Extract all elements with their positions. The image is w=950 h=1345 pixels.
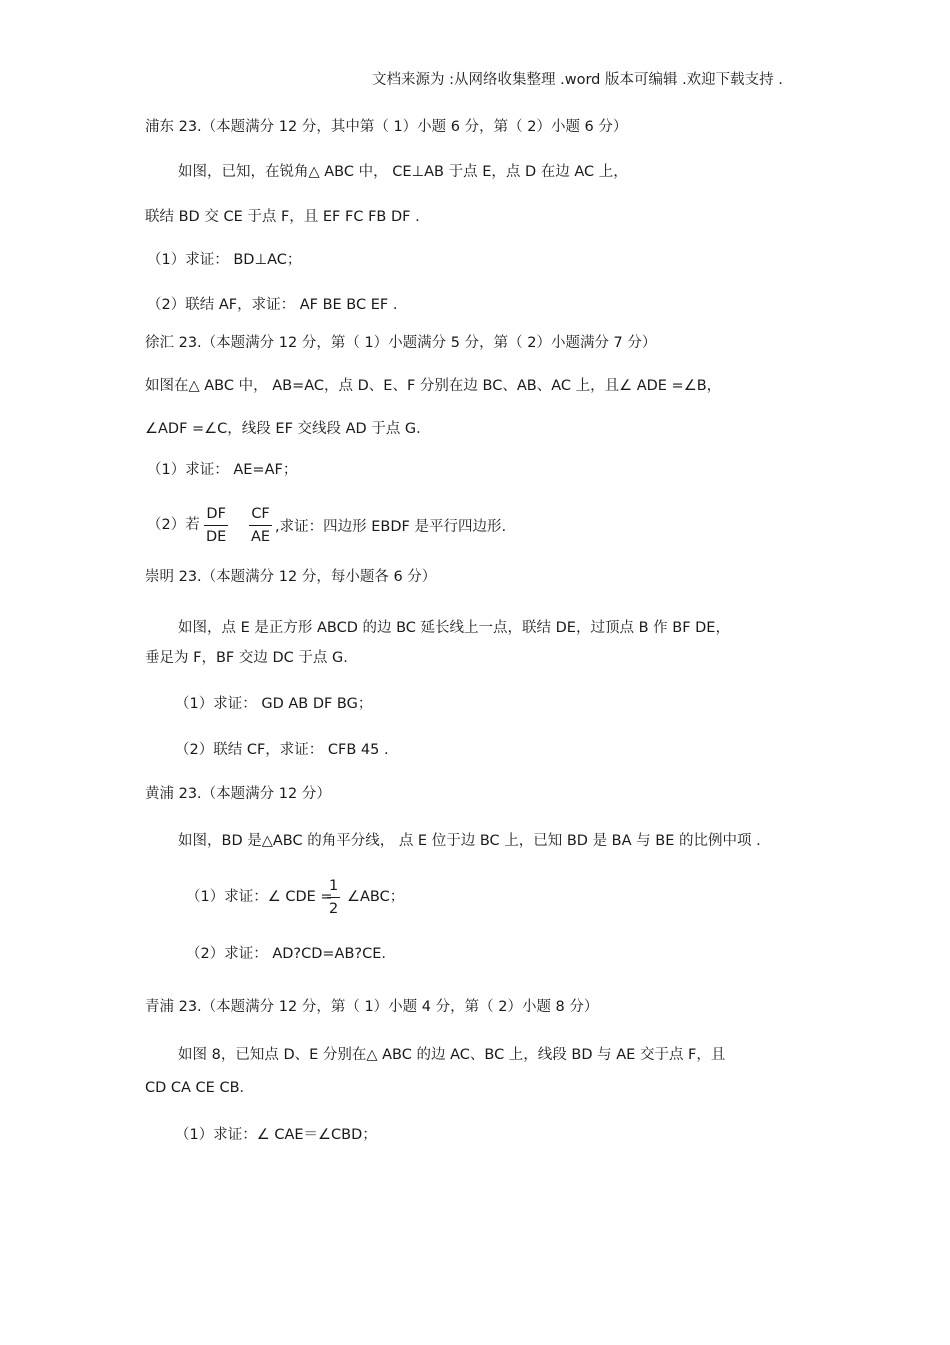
huangpu-fraction	[327, 877, 340, 918]
huangpu-fraction-denominator: 2	[327, 897, 340, 918]
xuhui-fraction-2	[249, 505, 272, 546]
xuhui-title: 徐汇 23.（本题满分 12 分，第（ 1）小题满分 5 分，第（ 2）小题满分 7 分）	[145, 335, 657, 351]
pudong-line1: 如图，已知，在锐角△ ABC 中， CE⊥AB 于点 E，点 D 在边 AC 上，	[178, 164, 628, 180]
page-header: 文档来源为 :从网络收集整理 .word 版本可编辑 .欢迎下载支持 .	[372, 72, 783, 88]
chongming-q2: （2）联结 CF，求证： CFB 45 .	[175, 742, 389, 758]
xuhui-fraction-1	[204, 505, 228, 546]
xuhui-fraction-1-numerator: DF	[206, 506, 226, 522]
chongming-line2: 垂足为 F，BF 交边 DC 于点 G.	[145, 650, 348, 666]
huangpu-q2: （2）求证： AD?CD=AB?CE.	[186, 946, 387, 962]
pudong-q2: （2）联结 AF，求证： AF BE BC EF .	[147, 297, 398, 313]
qingpu-line2: CD CA CE CB．	[145, 1080, 255, 1096]
xuhui-q2-suffix: ,求证：四边形 EBDF 是平行四边形.	[275, 519, 507, 535]
xuhui-fraction-1-denominator: DE	[204, 525, 228, 546]
chongming-line1: 如图，点 E 是正方形 ABCD 的边 BC 延长线上一点，联结 DE，过顶点 B 作 BF DE，	[178, 620, 730, 636]
xuhui-fraction-2-denominator: AE	[249, 525, 272, 546]
xuhui-q1: （1）求证： AE=AF；	[147, 462, 298, 478]
huangpu-title: 黄浦 23.（本题满分 12 分）	[145, 786, 331, 802]
qingpu-line1: 如图 8，已知点 D、E 分别在△ ABC 的边 AC、BC 上，线段 BD 与 AE 交于点 F，且	[178, 1047, 726, 1063]
xuhui-line2: ∠ADF =∠C，线段 EF 交线段 AD 于点 G．	[145, 421, 431, 437]
qingpu-title: 青浦 23.（本题满分 12 分，第（ 1）小题 4 分，第（ 2）小题 8 分）	[145, 999, 599, 1015]
huangpu-line1: 如图，BD 是△ABC 的角平分线， 点 E 位于边 BC 上，已知 BD 是 BA 与 BE 的比例中项 .	[178, 833, 761, 849]
huangpu-fraction-numerator: 1	[329, 878, 339, 894]
huangpu-q1-suffix: ∠ABC；	[347, 889, 405, 905]
huangpu-q1-prefix: （1）求证：∠ CDE =	[186, 889, 333, 905]
xuhui-q2-prefix: （2）若	[147, 517, 200, 533]
xuhui-line1: 如图在△ ABC 中， AB=AC，点 D、E、F 分别在边 BC、AB、AC 上，且∠ ADE =∠B，	[145, 378, 722, 394]
pudong-q1: （1）求证： BD⊥AC；	[147, 252, 302, 268]
pudong-line2: 联结 BD 交 CE 于点 F，且 EF FC FB DF .	[145, 209, 420, 225]
xuhui-fraction-2-numerator: CF	[251, 506, 270, 522]
pudong-title: 浦东 23.（本题满分 12 分，其中第（ 1）小题 6 分，第（ 2）小题 6 分）	[145, 119, 628, 135]
qingpu-q1: （1）求证：∠ CAE＝∠CBD；	[175, 1127, 377, 1143]
chongming-title: 崇明 23.（本题满分 12 分，每小题各 6 分）	[145, 569, 437, 585]
chongming-q1: （1）求证： GD AB DF BG；	[175, 696, 373, 712]
